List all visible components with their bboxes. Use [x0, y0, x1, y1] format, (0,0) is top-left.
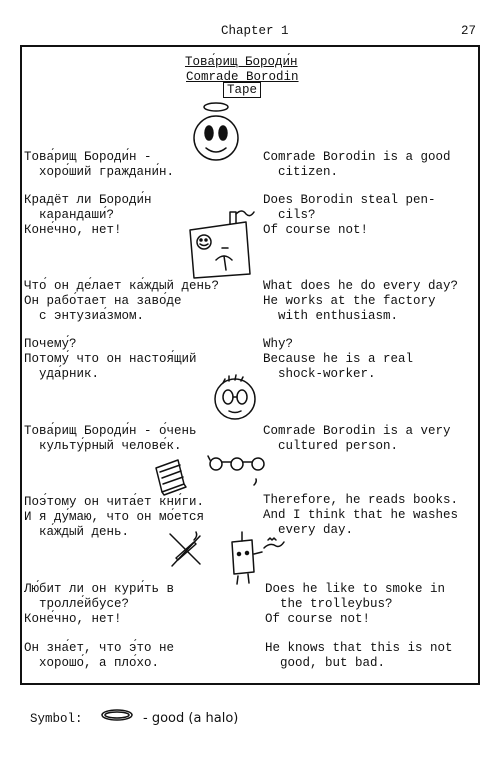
- dialogue-en-1: [263, 150, 451, 180]
- en-line: He works at the factory: [263, 294, 436, 308]
- en-line: Why?: [263, 337, 294, 351]
- symbol-label: Symbol:: [30, 712, 83, 726]
- crossed-cigarette-icon: [166, 530, 206, 570]
- en-line: Therefore, he reads books.: [263, 493, 459, 507]
- ru-line: Това́рищ Бороди́н - о́чень: [24, 424, 197, 438]
- ru-line: Он зна́ет, что э́то не: [24, 641, 175, 655]
- dialogue-ru-7: [24, 582, 174, 627]
- glasses-face-icon: [211, 373, 261, 423]
- ru-line: Поэ́тому он чита́ет кни́ги.: [24, 495, 205, 509]
- book-icon: [154, 458, 190, 496]
- ru-line: Лю́бит ли он кури́ть в: [24, 582, 175, 596]
- en-line: citizen.: [263, 165, 339, 179]
- dialogue-en-3: [263, 279, 458, 324]
- page-number: 27: [461, 24, 477, 38]
- dialogue-ru-8: [24, 641, 174, 671]
- en-line: with enthusiasm.: [263, 309, 399, 323]
- ru-line: карандаши́?: [24, 208, 115, 222]
- dialogue-en-5: [263, 424, 451, 454]
- ru-line: Потому́ что он настоя́щий: [24, 352, 197, 366]
- eyeglasses-icon: [206, 452, 268, 476]
- en-line: shock-worker.: [263, 367, 376, 381]
- halo-face-icon: [190, 100, 250, 170]
- dialogue-ru-4: [24, 337, 197, 382]
- ru-line: культу́рный челове́к.: [24, 439, 182, 453]
- ru-line: Това́рищ Бороди́н -: [24, 150, 152, 164]
- en-line: good, but bad.: [265, 656, 386, 670]
- dialogue-en-4: [263, 337, 413, 382]
- dialogue-ru-5: [24, 424, 197, 454]
- ru-line: Что́ он де́лает ка́ждый день?: [24, 279, 220, 293]
- en-line: Comrade Borodin is a good: [263, 150, 451, 164]
- dialogue-en-2: [263, 193, 436, 238]
- en-line: the trolleybus?: [265, 597, 393, 611]
- halo-symbol-icon: [100, 708, 134, 722]
- ru-line: Коне́чно, нет!: [24, 612, 122, 626]
- tape-box: Tape: [223, 82, 261, 98]
- factory-picture-icon: [186, 208, 256, 280]
- ru-line: с энтузиа́змом.: [24, 309, 145, 323]
- ru-line: Он рабо́тает на заво́де: [24, 294, 182, 308]
- ru-line: хоро́ший граждани́н.: [24, 165, 175, 179]
- title-russian: Това́рищ Бороди́н: [185, 55, 298, 69]
- en-line: He knows that this is not: [265, 641, 453, 655]
- smoking-face-icon: [222, 528, 292, 586]
- dialogue-en-6: [263, 493, 458, 538]
- accent-mark: [252, 477, 262, 487]
- ru-line: Коне́чно, нет!: [24, 223, 122, 237]
- ru-line: Почему́?: [24, 337, 77, 351]
- ru-line: Крадёт ли Бороди́н: [24, 193, 152, 207]
- en-line: Does Borodin steal pen-: [263, 193, 436, 207]
- dialogue-ru-2: [24, 193, 152, 238]
- en-line: And I think that he washes: [263, 508, 459, 522]
- ru-line: тролле́йбусе?: [24, 597, 130, 611]
- en-line: Comrade Borodin is a very: [263, 424, 451, 438]
- dialogue-ru-3: [24, 279, 219, 324]
- chapter-heading: Chapter 1: [221, 24, 289, 38]
- en-line: Because he is a real: [263, 352, 414, 366]
- tape-label: [223, 83, 261, 98]
- en-line: Of course not!: [265, 612, 371, 626]
- ru-line: И я ду́маю, что он мо́ется: [24, 510, 205, 524]
- ru-line: ка́ждый день.: [24, 525, 130, 539]
- title-english: Comrade Borodin: [186, 70, 299, 84]
- en-line: Does he like to smoke in: [265, 582, 446, 596]
- dialogue-en-8: [265, 641, 453, 671]
- en-line: cils?: [263, 208, 316, 222]
- dialogue-ru-1: [24, 150, 174, 180]
- en-line: What does he do every day?: [263, 279, 459, 293]
- ru-line: уда́рник.: [24, 367, 100, 381]
- symbol-meaning: - good (a halo): [143, 711, 239, 726]
- dialogue-en-7: [265, 582, 445, 627]
- en-line: cultured person.: [263, 439, 399, 453]
- en-line: Of course not!: [263, 223, 369, 237]
- ru-line: хорошо́, а пло́хо.: [24, 656, 160, 670]
- en-line: every day.: [263, 523, 354, 537]
